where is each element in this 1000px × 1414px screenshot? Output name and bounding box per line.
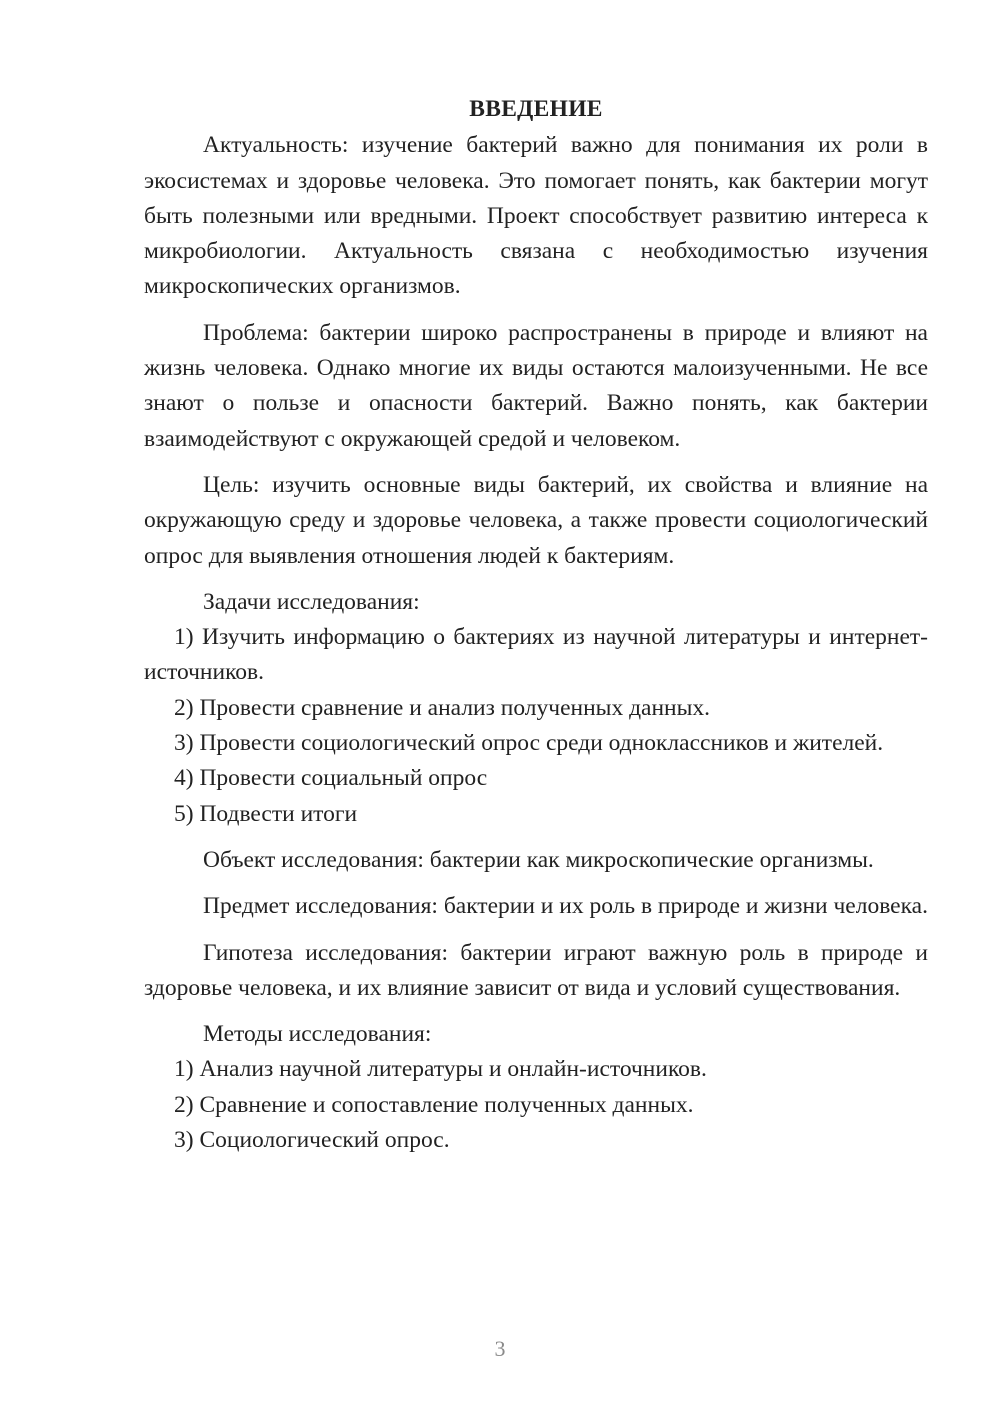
section-title: ВВЕДЕНИЕ (469, 96, 603, 122)
document-page (144, 92, 928, 1158)
method-item-1: 1) Анализ научной литературы и онлайн-источников. (174, 1056, 707, 1083)
paragraph-object: Объект исследования: бактерии как микроскопические организмы. (203, 846, 874, 873)
task-item-5: 5) Подвести итоги (174, 800, 358, 827)
paragraph-problem: Проблема: бактерии широко распространены в природе и влияют на жизнь человека. Однако многие их виды остаются малоизученными. Не все знают о пользе и опасности бактерий. Важно понять, как бактерии взаимодействуют с окружающей средой и человеком. (144, 319, 928, 452)
paragraph-subject: Предмет исследования: бактерии и их роль в природе и жизни человека. (203, 893, 928, 920)
task-item-3: 3) Провести социологический опрос среди одноклассников и жителей. (174, 730, 884, 757)
task-item-2: 2) Провести сравнение и анализ полученных данных. (174, 694, 711, 721)
paragraph-goal: Цель: изучить основные виды бактерий, их свойства и влияние на окружающую среду и здоровье человека, а также провести социологический опрос для выявления отношения людей к бактериям. (144, 471, 928, 569)
task-item-4: 4) Провести социальный опрос (174, 765, 488, 792)
page-number: 3 (494, 1336, 506, 1361)
task-item-1: 1) Изучить информацию о бактериях из научной литературы и интернет-источников. (144, 624, 928, 686)
paragraph-hypothesis: Гипотеза исследования: бактерии играют важную роль в природе и здоровье человека, и их влияние зависит от вида и условий существования. (144, 939, 928, 1001)
methods-heading: Методы исследования: (203, 1021, 432, 1048)
paragraph-relevance: Актуальность: изучение бактерий важно для понимания их роли в экосистемах и здоровье человека. Это помогает понять, как бактерии могут быть полезными или вредными. Проект способствует развитию интереса к микробиологии. Актуальность связана с необходимостью изучения микроскопических организмов. (144, 132, 928, 300)
method-item-2: 2) Сравнение и сопоставление полученных данных. (174, 1091, 694, 1118)
method-item-3: 3) Социологический опрос. (174, 1127, 450, 1154)
tasks-heading: Задачи исследования: (203, 588, 420, 615)
